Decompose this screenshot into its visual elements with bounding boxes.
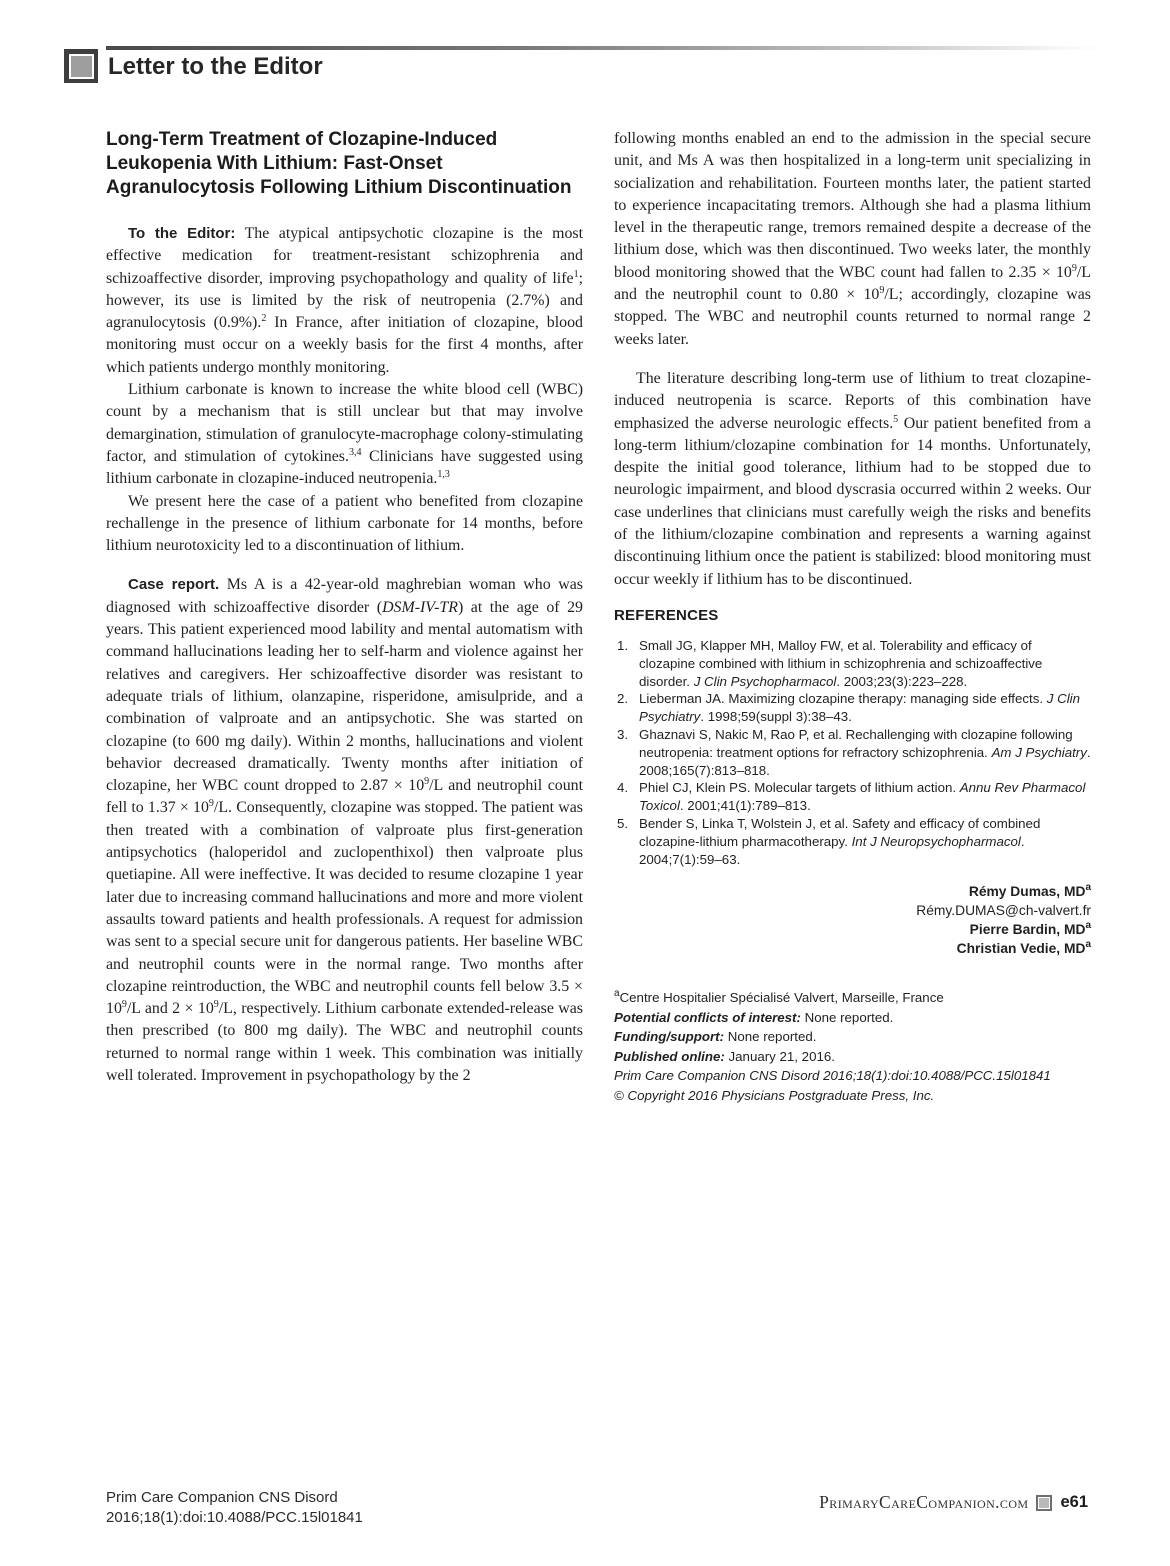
footnote-published-online: Published online: January 21, 2016. <box>614 1048 835 1064</box>
reference-number: 3. <box>617 726 629 742</box>
paragraph-literature: The literature describing long-term use of lithium to treat clozapine-induced neutropenia is scarce. Reports of this combination have emphasized the adverse neurologic effects.$^5$ Our patient benefited from a long-term lithium/clozapine combination for 14 months. Unfortunately, despite the initial good tolerance, lithium had to be stopped due to neurologic impairment, and blood dyscrasia occurred within 2 weeks. Our case underlines that clinicians must carefully weigh the risks and benefits of the lithium/clozapine combination and represents a warning against discontinuing lithium once the patient is stabilized: blood monitoring must occur weekly if lithium has to be discontinued. <box>614 369 1091 588</box>
reference-item <box>614 690 1091 726</box>
footer-journal-citation <box>106 1488 363 1528</box>
article-title-line: Leukopenia With Lithium: Fast-Onset <box>106 153 443 174</box>
section-square-icon-inner <box>69 54 94 79</box>
paragraph-case-report: Case report. Ms A is a 42-year-old maghrebian woman who was diagnosed with schizoaffective disorder (DSM-IV-TR) at the age of 29 years. This patient experienced mood lability and mental automatism with command hallucinations leading her to self-harm and violence against her relatives and caregivers. Her schizoaffective disorder was resistant to adequate trials of lithium, olanzapine, risperidone, amisulpride, and a combination of valproate and an antipsychotic. She was started on clozapine (to 600 mg daily). Within 2 months, hallucinations and violent behavior decreased dramatically. Twenty months after initiation of clozapine, her WBC count dropped to $2.87 \times 10^9/L$ and neutrophil count fell to $1.37 \times 10^9/L$. Consequently, clozapine was stopped. The patient was then treated with a combination of valproate plus first-generation antipsychotics (haloperidol and zuclopenthixol) then valproate plus quetiapine. All were ineffective. It was decided to resume clozapine 1 year later due to increasing command hallucinations and more and more violent assaults toward patients and health professionals. A request for admission was sent to a special secure unit for dangerous patients. Her baseline WBC and neutrophil counts were in the normal range. Two months after clozapine reintroduction, the WBC and neutrophil counts fell below $3.5 \times 10^9/L$ and $2 \times 10^9/L$, respectively. Lithium carbonate extended-release was then prescribed (to 800 mg daily). The WBC and neutrophil counts returned to normal range within 1 week. This combination was initially well tolerated. Improvement in psychopathology by the 2 <box>106 576 583 1084</box>
footer-journal-doi: 2016;18(1):doi:10.4088/PCC.15l01841 <box>106 1509 363 1526</box>
left-column <box>106 128 583 1087</box>
reference-text: Phiel CJ, Klein PS. Molecular targets of lithium action. Annu Rev Pharmacol Toxicol. 2001;41(1):789–813. <box>639 780 1086 814</box>
footer-site-url: PrimaryCareCompanion.com <box>819 1492 1029 1512</box>
reference-item <box>614 815 1091 868</box>
reference-number: 1. <box>617 637 629 653</box>
footnote-conflicts: Potential conflicts of interest: None reported. <box>614 1009 894 1025</box>
references-heading: REFERENCES <box>614 606 719 624</box>
footnote-copyright: © Copyright 2016 Physicians Postgraduate Press, Inc. <box>614 1087 935 1103</box>
reference-text: Small JG, Klapper MH, Malloy FW, et al. Tolerability and efficacy of clozapine combined with lithium in schizophrenia and schizoaffective disorder. J Clin Psychopharmacol. 2003;23(3):223–228. <box>639 637 1043 689</box>
reference-item <box>614 637 1091 690</box>
author-name: Rémy Dumas, $MD^a$ <box>968 882 1091 900</box>
reference-item <box>614 726 1091 779</box>
article-title-line: Long-Term Treatment of Clozapine-Induced <box>106 129 498 150</box>
reference-number: 5. <box>617 815 629 831</box>
paragraph-we-present: We present here the case of a patient who benefited from clozapine rechallenge in the presence of lithium carbonate for 14 months, before lithium neurotoxicity led to a discontinuation of lithium. <box>106 492 583 555</box>
reference-number: 4. <box>617 780 629 796</box>
reference-number: 2. <box>617 691 629 707</box>
footer-journal-name: Prim Care Companion CNS Disord <box>106 1489 338 1506</box>
right-column <box>614 128 1091 1105</box>
section-square-icon <box>64 49 98 83</box>
reference-text: Ghaznavi S, Nakic M, Rao P, et al. Rechallenging with clozapine following neutropenia: treatment options for refractory schizophrenia. Am J Psychiatry. 2008;165(7):813–818. <box>639 726 1091 778</box>
reference-item <box>614 779 1091 815</box>
author-name: Christian Vedie, $MD^a$ <box>956 939 1091 957</box>
author-email: Rémy.DUMAS@ch-valvert.fr <box>916 903 1091 919</box>
paragraph-lithium-carbonate: Lithium carbonate is known to increase the white blood cell (WBC) count by a mechanism that is still unclear but that may involve demargination, stimulation of granulocyte-macrophage colony-stimulating factor, and stimulation of cytokines.$^{3,4}$ Clinicians have suggested using lithium carbonate in clozapine-induced neutropenia.$^{1,3}$ <box>106 381 583 488</box>
footer-page-number: e61 <box>1060 1493 1088 1511</box>
footer-site-block <box>819 1492 1088 1513</box>
footnote-affiliation: $^a$Centre Hospitalier Spécialisé Valvert, Marseille, France <box>614 988 944 1006</box>
section-label: Letter to the Editor <box>108 53 323 80</box>
footnote-funding: Funding/support: None reported. <box>614 1029 817 1045</box>
reference-text: Bender S, Linka T, Wolstein J, et al. Safety and efficacy of combined clozapine-lithium pharmacotherapy. Int J Neuropsychopharmacol. 2004;7(1):59–63. <box>639 815 1041 867</box>
section-divider-rule <box>106 46 1096 50</box>
reference-text: Lieberman JA. Maximizing clozapine therapy: managing side effects. J Clin Psychiatry. 1998;59(suppl 3):38–43. <box>639 691 1080 725</box>
footer-square-icon <box>1036 1495 1052 1511</box>
article-title-line: Agranulocytosis Following Lithium Discontinuation <box>106 177 572 198</box>
paragraph-continuation: following months enabled an end to the admission in the special secure unit, and Ms A was then hospitalized in a long-term unit specializing in socialization and rehabilitation. Fourteen months later, the patient started to experience incapacitating tremors. Although she had a plasma lithium level in the therapeutic range, tremors remained despite a decrease of the lithium dose, which was then discontinued. Two weeks later, the monthly blood monitoring showed that the WBC count had fallen to $2.35 \times 10^9/L$ and the neutrophil count to $0.80 \times 10^9/L$; accordingly, clozapine was stopped. The WBC and neutrophil counts returned to normal range 2 weeks later. <box>614 130 1091 348</box>
paragraph-to-the-editor: To the Editor: The atypical antipsychotic clozapine is the most effective medication for treatment-resistant schizophrenia and schizoaffective disorder, improving psychopathology and quality of life$^1$; however, its use is limited by the risk of neutropenia (2.7%) and agranulocytosis (0.9%).$^2$ In France, after initiation of clozapine, blood monitoring must occur on a weekly basis for the first 4 months, after which patients undergo monthly monitoring. <box>106 225 583 376</box>
footnote-block <box>614 988 1091 1105</box>
author-block <box>614 882 1091 958</box>
footnote-citation: Prim Care Companion CNS Disord 2016;18(1):doi:10.4088/PCC.15l01841 <box>614 1068 1051 1084</box>
article-title <box>106 128 583 200</box>
author-name: Pierre Bardin, $MD^a$ <box>969 920 1091 938</box>
